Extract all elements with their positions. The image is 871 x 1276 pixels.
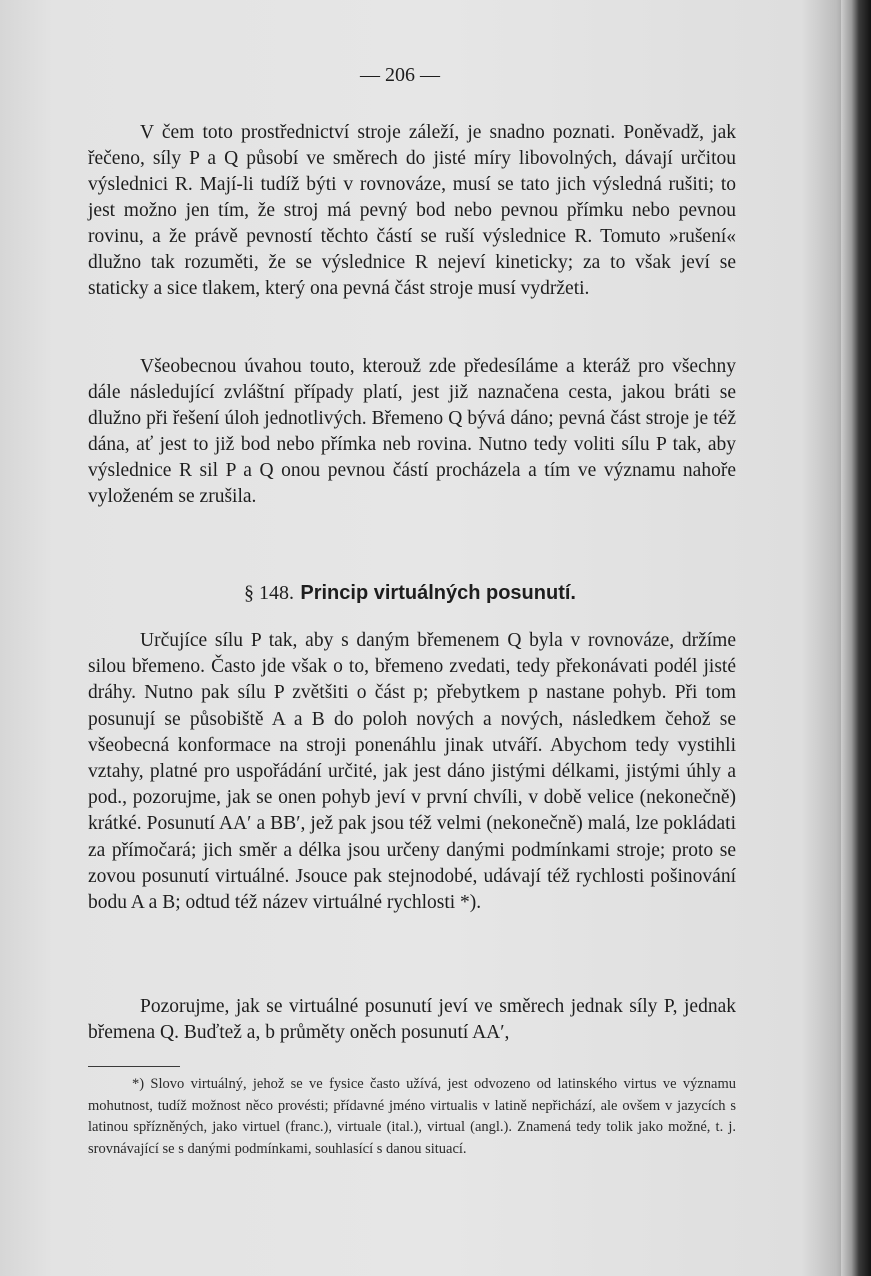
- page-number: — 206 —: [360, 64, 440, 86]
- paragraph-text: V čem toto prostřednictví stroje záleží, je snadno poznati. Poněvadž, jak řečeno, síly P a Q působí ve směrech do jisté míry libovolných, dávají určitou výslednici R. Mají-li tudíž býti v rovnováze, musí se tato jich výsledná rušiti; to jest možno jen tím, že stroj má pevný bod nebo pevnou přímku nebo pevnou rovinu, a že právě pevností těchto částí se ruší výslednice R. Tomuto »rušení« dlužno tak rozuměti, že se výslednice R nejeví kineticky; za to však jeví se staticky a sice tlakem, který ona pevná část stroje musí vydržeti.: [88, 122, 736, 299]
- paragraph-2: [88, 354, 736, 510]
- footnote: [88, 1074, 736, 1160]
- section-heading: [0, 580, 820, 605]
- section-paragraph-1: [88, 628, 736, 916]
- section-title: Princip virtuálných posunutí.: [300, 582, 576, 604]
- paragraph-1: [88, 120, 736, 302]
- book-spine-shadow: [841, 0, 871, 1276]
- section-number: § 148.: [244, 582, 295, 604]
- section-paragraph-2: [88, 994, 736, 1046]
- paragraph-text: Pozorujme, jak se virtuálné posunutí jeví ve směrech jednak síly P, jednak břemena Q. Buďtež a, b průměty oněch posunutí AA′,: [88, 996, 736, 1043]
- footnote-text: *) Slovo virtuálný, jehož se ve fysice často užívá, jest odvozeno od latinského virtus ve významu mohutnost, tudíž možnost něco provésti; přídavné jméno virtualis v latině nepřichází, ale ovšem v jazycích s latinou spřízněných, jako virtuel (franc.), virtuale (ital.), virtual (angl.). Znamená tedy tolik jako možné, t. j. srovnávající se s danými podmínkami, souhlasící s danou situací.: [88, 1076, 736, 1157]
- paragraph-text: Všeobecnou úvahou touto, kterouž zde předesíláme a kteráž pro všechny dále následující zvláštní případy platí, jest již naznačena cesta, jakou bráti se dlužno při řešení úloh jednotlivých. Břemeno Q bývá dáno; pevná část stroje je též dána, ať jest to již bod nebo přímka neb rovina. Nutno tedy voliti sílu P tak, aby výslednice R sil P a Q onou pevnou částí procházela a tím ve významu nahoře vyloženém se zrušila.: [88, 356, 736, 507]
- footnote-divider: [88, 1066, 180, 1067]
- paragraph-text: Určujíce sílu P tak, aby s daným břemenem Q byla v rovnováze, držíme silou břemeno. Často jde však o to, břemeno zvedati, tedy překonávati podél jisté dráhy. Nutno pak sílu P zvětšiti o část p; přebytkem p nastane pohyb. Při tom posunují se působiště A a B do poloh nových a nových, následkem čehož se všeobecná konformace na stroji ponenáhlu jinak utváří. Abychom tedy vystihli vztahy, platné pro uspořádání určité, jak jest dáno jistými délkami, jistými úhly a pod., pozorujme, jak se onen pohyb jeví v první chvíli, v době velice (nekonečně) krátké. Posunutí AA′ a BB′, jež pak jsou též velmi (nekonečně) malá, lze pokládati za přímočará; jich směr a délka jsou určeny danými podmínkami stroje; proto se zovou posunutí virtuálné. Jsouce pak stejnodobé, udávají též rychlosti pošinování bodu A a B; odtud též název virtuálné rychlosti *).: [88, 630, 736, 914]
